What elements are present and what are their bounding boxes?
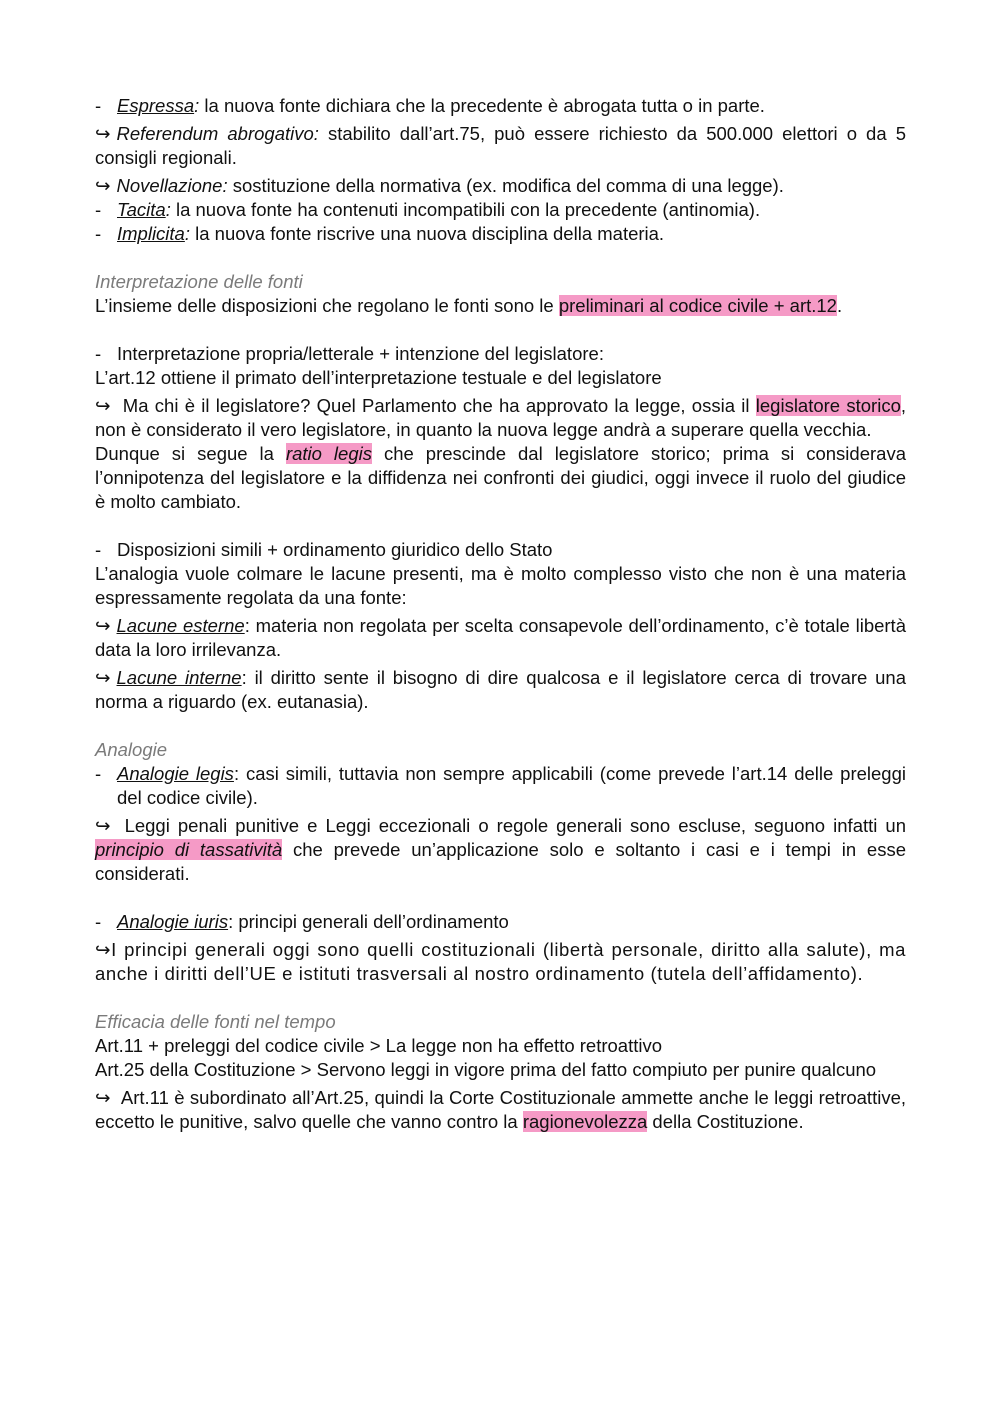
paragraph-referendum [95, 122, 906, 170]
arrow-icon: ↪ [95, 1087, 111, 1108]
dash-bullet: - [95, 911, 102, 932]
term-tacita: Tacita [117, 199, 166, 220]
paragraph-subordinato [95, 1086, 906, 1134]
dash-bullet: - [95, 763, 102, 784]
paragraph-art11: Art.11 + preleggi del codice civile > La legge non ha effetto retroattivo [95, 1035, 663, 1056]
document-page [95, 94, 906, 1134]
paragraph-art12: L’art.12 ottiene il primato dell’interpretazione testuale e del legislatore [95, 367, 662, 388]
paragraph-novellazione [95, 174, 906, 198]
arrow-icon: ↪ [95, 815, 111, 836]
highlight-legislatore-storico: legislatore storico [755, 395, 901, 416]
dash-bullet: - [95, 343, 102, 364]
paragraph-ratio-legis [95, 442, 906, 514]
term-colon: : [165, 199, 171, 220]
text-span: : il diritto sente il bisogno di dire qualcosa e il legislatore cerca di trovare una norma a riguardo (ex. eutanasia). [95, 667, 906, 712]
novellazione-text: sostituzione della normativa (ex. modifica del comma di una legge). [227, 175, 784, 196]
text-span: : principi generali dell’ordinamento [228, 911, 509, 932]
text-span: Ma chi è il legislatore? Quel Parlamento che ha approvato la legge, ossia il [116, 395, 756, 416]
dash-bullet: - [95, 95, 102, 116]
dash-bullet: - [95, 223, 102, 244]
arrow-icon: ↪ [95, 395, 111, 416]
list-item-analogie-iuris [95, 910, 906, 934]
term-colon: : [194, 95, 200, 116]
term-referendum: Referendum abrogativo: [116, 123, 319, 144]
text-span: I principi generali oggi sono quelli costituzionali (libertà personale, diritto alla salute), ma anche i diritti dell’UE e istituti trasversali al nostro ordinamento (tutela dell’affidamento). [95, 939, 906, 984]
section-heading-interpretazione: Interpretazione delle fonti [95, 271, 303, 292]
text-span: . [836, 295, 843, 316]
paragraph-insieme [95, 294, 906, 318]
highlight-tassativita: principio di tassatività [95, 839, 283, 860]
item-text: Interpretazione propria/letterale + intenzione del legislatore: [117, 343, 604, 364]
dash-bullet: - [95, 539, 102, 560]
text-span: L’insieme delle disposizioni che regolano le fonti sono le [95, 295, 559, 316]
paragraph-lacune-interne [95, 666, 906, 714]
list-item-espressa [95, 94, 906, 118]
paragraph-leggi-penali [95, 814, 906, 886]
referendum-text: stabilito dall’art.75, può essere richiesto da 500.000 elettori o da 5 consigli regionali. [95, 123, 906, 168]
text-span: Art.11 è subordinato all’Art.25, quindi la Corte Costituzionale ammette anche le leggi retroattive, eccetto le punitive, salvo quelle che vanno contro la [95, 1087, 906, 1132]
term-analogie-iuris: Analogie iuris [117, 911, 229, 932]
term-espressa: Espressa [117, 95, 195, 116]
term-lacune-interne: Lacune interne [116, 667, 242, 688]
text-span: che prevede un’applicazione solo e soltanto i casi e i tempi in esse considerati. [95, 839, 906, 884]
list-item-tacita [95, 198, 906, 222]
highlight-preliminari: preliminari al codice civile + art.12 [558, 295, 837, 316]
arrow-icon: ↪ [95, 667, 111, 688]
list-item-interpretazione-propria [95, 342, 906, 366]
text-span: , non è considerato il vero legislatore, in quanto la nuova legge andrà a superare quella vecchia. [95, 395, 906, 440]
paragraph-lacune-esterne [95, 614, 906, 662]
text-span: Leggi penali punitive e Leggi eccezionali o regole generali sono escluse, seguono infatti un [116, 815, 906, 836]
paragraph-analogia: L’analogia vuole colmare le lacune presenti, ma è molto complesso visto che non è una materia espressamente regolata da una fonte: [95, 563, 906, 608]
text-span: : casi simili, tuttavia non sempre applicabili (come prevede l’art.14 delle preleggi del codice civile). [117, 763, 906, 808]
tacita-text: la nuova fonte ha contenuti incompatibili con la precedente (antinomia). [170, 199, 761, 220]
highlight-ragionevolezza: ragionevolezza [522, 1111, 648, 1132]
text-span: che prescinde dal legislatore storico; prima si considerava l’onnipotenza del legislatore e la diffidenza nei confronti dei giudici, oggi invece il ruolo del giudice è molto cambiato. [95, 443, 906, 512]
espressa-text: la nuova fonte dichiara che la precedente è abrogata tutta o in parte. [199, 95, 765, 116]
term-lacune-esterne: Lacune esterne [116, 615, 245, 636]
item-text: Disposizioni simili + ordinamento giuridico dello Stato [117, 539, 553, 560]
section-heading-efficacia: Efficacia delle fonti nel tempo [95, 1011, 336, 1032]
paragraph-art25: Art.25 della Costituzione > Servono leggi in vigore prima del fatto compiuto per punire qualcuno [95, 1059, 877, 1080]
list-item-analogie-legis [95, 762, 906, 810]
section-heading-analogie: Analogie [95, 739, 168, 760]
term-colon: : [184, 223, 190, 244]
arrow-icon: ↪ [95, 615, 111, 636]
paragraph-principi-generali [95, 938, 906, 986]
list-item-implicita [95, 222, 906, 246]
arrow-icon: ↪ [95, 175, 111, 196]
implicita-text: la nuova fonte riscrive una nuova disciplina della materia. [190, 223, 665, 244]
term-analogie-legis: Analogie legis [117, 763, 234, 784]
text-span: della Costituzione. [647, 1111, 804, 1132]
text-span: Dunque si segue la [95, 443, 286, 464]
term-implicita: Implicita [117, 223, 185, 244]
highlight-ratio-legis: ratio legis [285, 443, 372, 464]
arrow-icon: ↪ [95, 939, 112, 960]
term-novellazione: Novellazione: [116, 175, 228, 196]
text-span: : materia non regolata per scelta consapevole dell’ordinamento, c’è totale libertà data la loro irrilevanza. [95, 615, 906, 660]
dash-bullet: - [95, 199, 102, 220]
list-item-disposizioni [95, 538, 906, 562]
paragraph-legislatore [95, 394, 906, 442]
arrow-icon: ↪ [95, 123, 111, 144]
